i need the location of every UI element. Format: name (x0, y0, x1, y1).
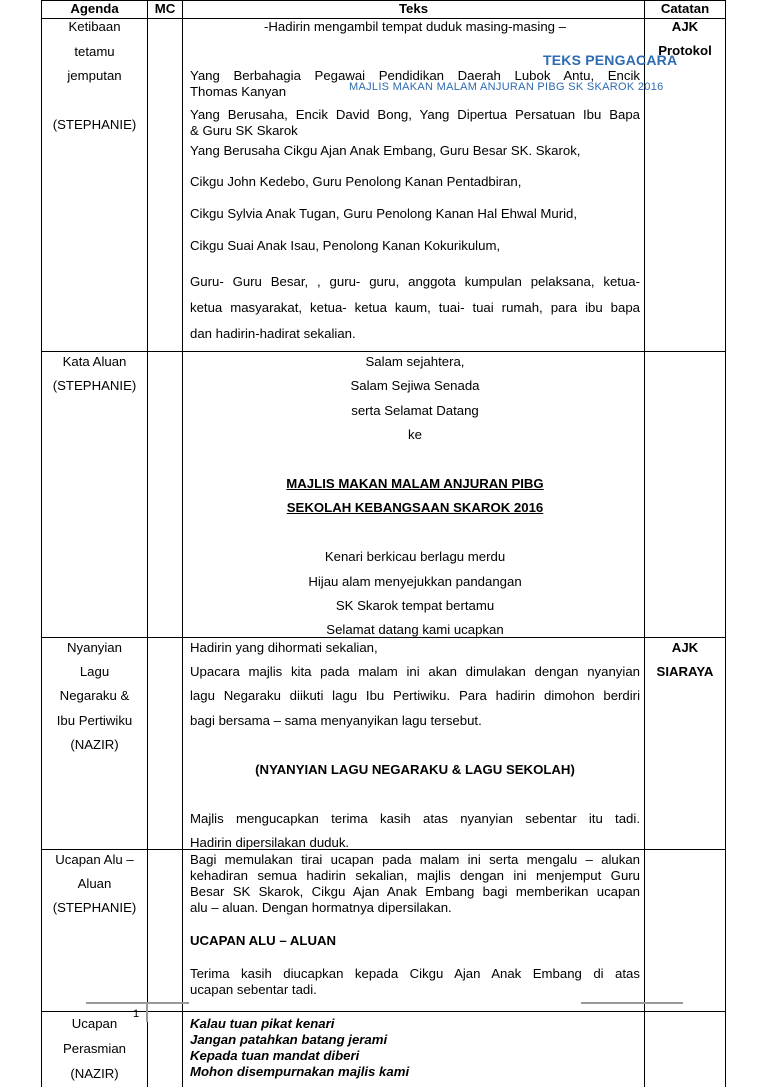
text-line: Bagi memulakan tirai ucapan pada malam ini serta mengalu – alukan (190, 852, 640, 867)
pantun-line: SK Skarok tempat bertamu (335, 598, 495, 613)
header-teks: Teks (398, 1, 429, 16)
pantun-line: Selamat datang kami ucapkan (326, 622, 504, 637)
text-line: kehadiran semua hadirin sekalian, majlis dengan ini menjemput Guru (190, 868, 640, 883)
agenda-mc-name: (STEPHANIE) (52, 900, 137, 915)
agenda-text: Nyanyian (67, 640, 122, 655)
pantun-line: Hijau alam menyejukkan pandangan (308, 574, 522, 589)
text-line: Cikgu Suai Anak Isau, Penolong Kanan Kokurikulum, (190, 238, 501, 253)
header-agenda: Agenda (70, 1, 119, 16)
text-line: Hadirin yang dihormati sekalian, (190, 640, 378, 655)
text-line: Upacara majlis kita pada malam ini akan dimulakan dengan nyanyian (190, 664, 640, 679)
agenda-text: Kata Aluan (62, 354, 127, 369)
pantun-line: Kepada tuan mandat diberi (190, 1048, 360, 1063)
text-line: Yang Berbahagia Pegawai Pendidikan Daerah Lubok Antu, Encik (190, 68, 640, 83)
text-line: Hadirin dipersilakan duduk. (190, 835, 350, 850)
agenda-mc-name: (NAZIR) (70, 737, 119, 752)
text-line: Cikgu John Kedebo, Guru Penolong Kanan Pentadbiran, (190, 174, 522, 189)
text-line: dan hadirin-hadirat sekalian. (190, 326, 356, 341)
agenda-text: Aluan (77, 876, 112, 891)
text-line: Salam sejahtera, (365, 354, 465, 369)
catatan-text: Protokol (658, 43, 712, 58)
table-border-left (41, 0, 42, 1087)
footer-rule (581, 1002, 683, 1004)
text-line: & Guru SK Skarok (190, 123, 298, 138)
agenda-mc-name: (STEPHANIE) (52, 117, 137, 132)
pantun-line: Kenari berkicau berlagu merdu (324, 549, 506, 564)
text-line: ucapan sebentar tadi. (190, 982, 317, 997)
song-title-line: (NYANYIAN LAGU NEGARAKU & LAGU SEKOLAH) (255, 762, 575, 777)
page-number: 1 (133, 1008, 140, 1020)
table-border-right (725, 0, 726, 1087)
agenda-text: Negaraku & (59, 688, 130, 703)
text-line: lagu Negaraku diikuti lagu Ibu Pertiwiku. Para hadirin dimohon berdiri (190, 688, 640, 703)
text-line: Salam Sejiwa Senada (350, 378, 480, 393)
pantun-line: Kalau tuan pikat kenari (190, 1016, 335, 1031)
event-subtitle: MAJLIS MAKAN MALAM ANJURAN PIBG SK SKAROK 2016 (349, 81, 664, 93)
teks-pengacara-title: TEKS PENGACARA (543, 52, 678, 68)
agenda-text: Ucapan Alu – (55, 852, 134, 867)
text-line: Cikgu Sylvia Anak Tugan, Guru Penolong Kanan Hal Ehwal Murid, (190, 206, 578, 221)
speech-title-line: UCAPAN ALU – ALUAN (190, 933, 337, 948)
text-line: bagi bersama – sama menyanyikan lagu tersebut. (190, 713, 482, 728)
agenda-text: Ketibaan (68, 19, 121, 34)
row-divider (41, 351, 725, 352)
column-divider (182, 0, 183, 1087)
text-line: alu – aluan. Dengan hormatnya dipersilakan. (190, 900, 452, 915)
agenda-text: Ibu Pertiwiku (56, 713, 133, 728)
event-title-line: MAJLIS MAKAN MALAM ANJURAN PIBG (286, 476, 544, 491)
pantun-line: Jangan patahkan batang jerami (190, 1032, 388, 1047)
footer-rule (86, 1002, 189, 1004)
catatan-text: AJK (671, 19, 699, 34)
text-line: Thomas Kanyan (190, 84, 287, 99)
agenda-text: Perasmian (62, 1041, 127, 1056)
header-catatan: Catatan (660, 1, 710, 16)
text-line: -Hadirin mengambil tempat duduk masing-masing – (264, 19, 566, 34)
row-divider (41, 1011, 725, 1012)
agenda-mc-name: (NAZIR) (70, 1066, 119, 1081)
agenda-text: jemputan (67, 68, 122, 83)
text-line: serta Selamat Datang (351, 403, 479, 418)
agenda-text: Lagu (79, 664, 110, 679)
text-line: Yang Berusaha Cikgu Ajan Anak Embang, Guru Besar SK. Skarok, (190, 143, 581, 158)
text-line: Terima kasih diucapkan kepada Cikgu Ajan Anak Embang di atas (190, 966, 640, 981)
pantun-line: Mohon disempurnakan majlis kami (190, 1064, 410, 1079)
catatan-text: SIARAYA (656, 664, 714, 679)
text-line: Yang Berusaha, Encik David Bong, Yang Dipertua Persatuan Ibu Bapa (190, 107, 640, 122)
text-line: Majlis mengucapkan terima kasih atas nyanyian sebentar itu tadi. (190, 811, 640, 826)
text-line: ketua masyarakat, ketua- ketua kaum, tuai- tuai rumah, para ibu bapa (190, 300, 640, 315)
agenda-text: tetamu (74, 44, 115, 59)
column-divider (147, 0, 148, 1087)
text-line: Guru- Guru Besar, , guru- guru, anggota kumpulan pelaksana, ketua- (190, 274, 640, 289)
catatan-text: AJK (671, 640, 699, 655)
text-line: Besar SK Skarok, Cikgu Ajan Anak Embang bagi memberikan ucapan (190, 884, 640, 899)
agenda-text: Ucapan (71, 1016, 118, 1031)
text-line: ke (408, 427, 422, 442)
event-title-line: SEKOLAH KEBANGSAAN SKAROK 2016 (286, 500, 544, 515)
column-divider (644, 0, 645, 1087)
header-mc: MC (154, 1, 176, 16)
agenda-mc-name: (STEPHANIE) (52, 378, 137, 393)
